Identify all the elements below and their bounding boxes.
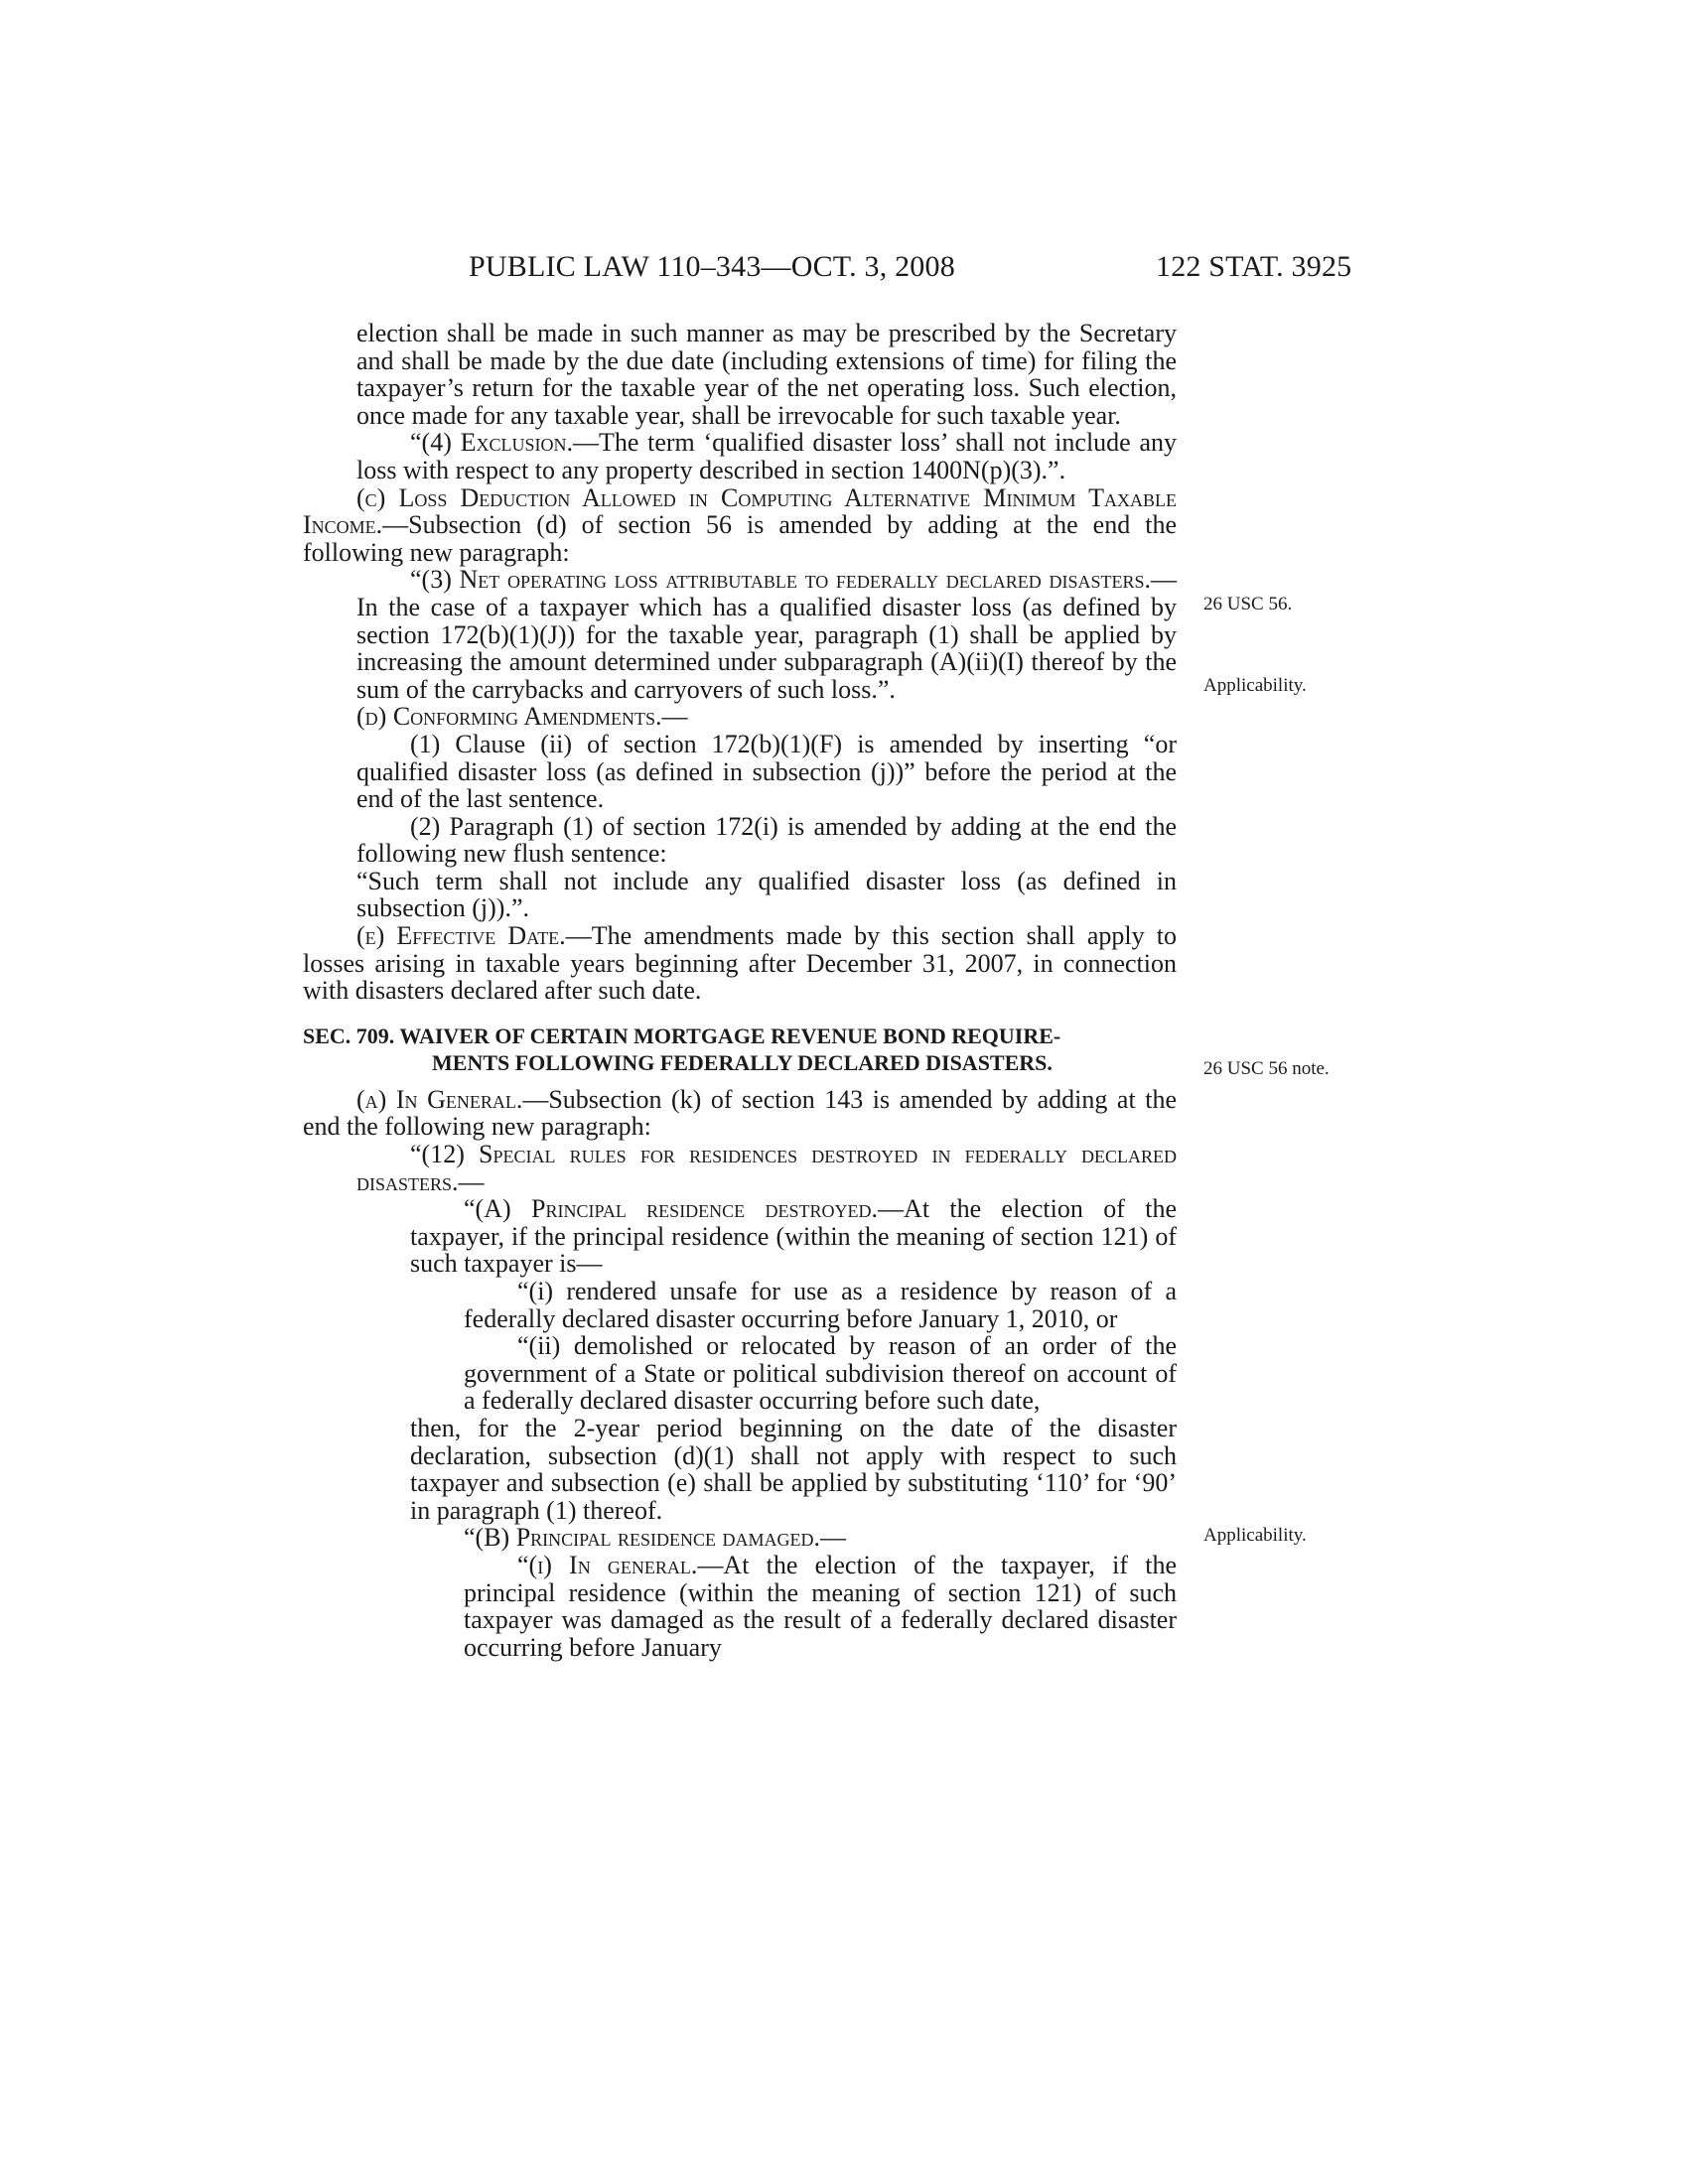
- section-heading-line-2: MENTS FOLLOWING FEDERALLY DECLARED DISASTERS.: [432, 1049, 1053, 1075]
- margin-note-usc-56-note: 26 USC 56 note.: [1203, 1058, 1330, 1079]
- text-b-i: —At the election of the taxpayer, if the principal residence (within the meaning of section 121) of such taxpayer was damaged as the result of a federally declared disaster occurring before January: [464, 1550, 1177, 1662]
- text-residence-destroyed: —At the election of the taxpayer, if the principal residence (within the meaning of section 121) of such taxpayer is—: [410, 1194, 1177, 1279]
- paragraph-b-i: [303, 1552, 1177, 1661]
- paragraph-then: then, for the 2-year period beginning on the date of the disaster declaration, subsection (d)(1) shall not apply with respect to such taxpayer and subsection (e) shall be applied by substituting ‘110’ for ‘90’ in paragraph (1) thereof.: [410, 1413, 1177, 1525]
- paragraph-special-rules: [303, 1141, 1177, 1195]
- heading-subsection-d: (d) Conforming Amendments.: [356, 702, 662, 732]
- document-body: [303, 320, 1177, 1661]
- heading-b-i-in-general: “(i) In general.: [517, 1550, 698, 1579]
- paragraph-flush-sentence: “Such term shall not include any qualified disaster loss (as defined in subsection (j)).”.: [356, 866, 1177, 923]
- heading-subsection-c: (c) Loss Deduction Allowed in Computing Alternative Minimum Taxable Income.: [303, 482, 1177, 540]
- heading-residence-destroyed: “(A) Principal residence destroyed.: [464, 1194, 879, 1224]
- paragraph-d-2: (2) Paragraph (1) of section 172(i) is amended by adding at the end the following new flush sentence:: [356, 811, 1177, 869]
- paragraph-d-1: (1) Clause (ii) of section 172(b)(1)(F) is amended by inserting “or qualified disaster loss (as defined in subsection (j))” before the period at the end of the last sentence.: [356, 729, 1177, 814]
- margin-note-applicability: Applicability.: [1203, 675, 1307, 696]
- section-heading-line-1: SEC. 709. WAIVER OF CERTAIN MORTGAGE REVENUE BOND REQUIRE-: [303, 1023, 1061, 1048]
- text-subsection-d: —: [661, 702, 688, 732]
- text-in-general: —Subsection (k) of section 143 is amended by adding at the end the following new paragraph:: [303, 1084, 1178, 1142]
- text-effective-date: —The amendments made by this section shall apply to losses arising in taxable years beginning after December 31, 2007, in connection with disasters declared after such date.: [303, 921, 1177, 1006]
- margin-note-usc-56: 26 USC 56.: [1203, 594, 1293, 614]
- heading-nol-disasters: “(3) Net operating loss attributable to federally declared disasters.: [410, 565, 1151, 595]
- paragraph-clause-ii: “(ii) demolished or relocated by reason of an order of the government of a State or political subdivision thereof on account of a federally declared disaster occurring before such date,: [464, 1331, 1177, 1416]
- section-heading-709: [303, 1023, 1177, 1076]
- paragraph-nol-disasters: [303, 566, 1177, 703]
- paragraph-clause-i: “(i) rendered unsafe for use as a residence by reason of a federally declared disaster occurring before January 1, 2010, or: [464, 1277, 1177, 1333]
- header-stat-page: 122 STAT. 3925: [1156, 250, 1352, 283]
- margin-note-applicability-2: Applicability.: [1203, 1525, 1307, 1546]
- running-header: [0, 250, 1688, 290]
- paragraph-709-a: [303, 1086, 1177, 1141]
- paragraph-residence-damaged: [303, 1524, 1177, 1552]
- paragraph-subsection-e: [303, 922, 1177, 1005]
- paragraph-election: election shall be made in such manner as may be prescribed by the Secretary and shall be made by the due date (including extensions of time) for filing the taxpayer’s return for the taxable year of the net operating loss. Such election, once made for any taxable year, shall be irrevocable for such taxable year.: [356, 319, 1177, 430]
- paragraph-exclusion: [303, 429, 1177, 483]
- paragraph-subsection-c: [303, 484, 1177, 567]
- heading-exclusion: “(4) Exclusion.: [410, 428, 573, 458]
- header-title: PUBLIC LAW 110–343—OCT. 3, 2008: [469, 250, 955, 283]
- paragraph-residence-destroyed: [303, 1195, 1177, 1278]
- text-exclusion: —The term ‘qualified disaster loss’ shall not include any loss with respect to any property described in section 1400N(p)(3).”.: [356, 428, 1177, 484]
- heading-special-rules: “(12) Special rules for residences destroyed in federally declared disasters.: [356, 1140, 1177, 1196]
- text-special-rules: —: [458, 1166, 485, 1196]
- text-residence-damaged: —: [820, 1523, 847, 1553]
- text-nol-disasters: —In the case of a taxpayer which has a qualified disaster loss (as defined by section 172(b)(1)(J)) for the taxable year, paragraph (1) shall be applied by increasing the amount determined under subparagraph (A)(ii)(I) thereof by the sum of the carrybacks and carryovers of such loss.”.: [356, 565, 1177, 704]
- heading-in-general: (a) In General.: [356, 1084, 523, 1114]
- paragraph-subsection-d: [303, 703, 1177, 731]
- text-subsection-c: —Subsection (d) of section 56 is amended by adding at the end the following new paragraph:: [303, 510, 1177, 567]
- heading-residence-damaged: “(B) Principal residence damaged.: [464, 1523, 821, 1553]
- heading-effective-date: (e) Effective Date.: [356, 921, 566, 951]
